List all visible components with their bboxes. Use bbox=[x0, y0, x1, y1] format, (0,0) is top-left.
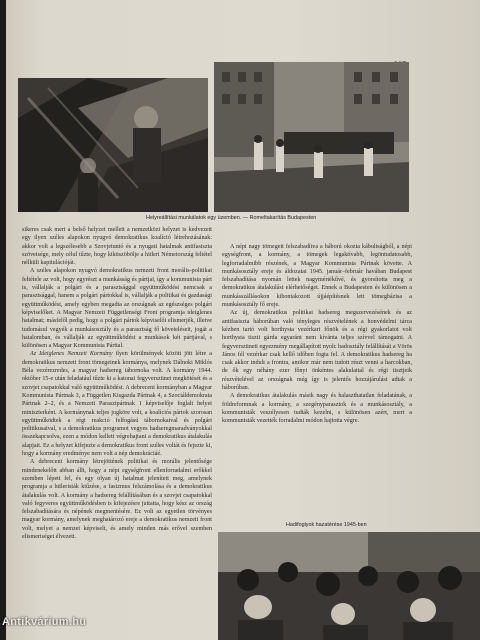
paragraph: A népi nagy tömegeit felszabadítva a háború okozta kábultságból, a népi egységfront, a kormány, a tömegek legaktívabb, legöntudatosabb, legforradalmibb részének, a Magyar Kommunista Pártnak követte. A munkásosztály ereje és áldozatai 1945. január–február havában Budapest felszabadítása nyomán lettek nagymértékűvé, és gyorsította meg a demokratikus átalakulást elérhetőséget. Ennek a Budapesten és különösen a munkásszállásokon kibontakozott újjáépítésnek lett tömegbázisa a munkásosztály fő ereje. bbox=[222, 244, 412, 309]
photo-budapest-rubble-clearing bbox=[214, 62, 409, 212]
left-text-column bbox=[22, 226, 212, 541]
caption-bottom-photo: Hadifoglyok hazatérése 1945-ben bbox=[286, 522, 367, 528]
right-text-column bbox=[222, 243, 412, 426]
paragraph bbox=[22, 350, 212, 458]
paragraph: A demokratikus átalakulás másik nagy és halaszthatatlan feladatának, a földreformnak a kormány, a szegényparasztok és a munkásosztály, a kommunisták veszélyesen tudták kezelni, s különösen azért, mert a kommunisták vezették forradalmi módon hajtotta végre. bbox=[222, 393, 412, 425]
paragraph: Az új, demokratikus politikai hadsereg megszervezésének és az antifasiszta háborúban való tényleges részvételének a honvédelmi tárca kézben tartó volt horthysta vezérkari főnök és a régi gyakorlatot volt horthysta tiszti gárda egyaránt nem kívánta teljes szívvel támogatni. A fegyverszüneti egyezmény megállapított nyolc hadosztály felállítását a Vörös János fél vezérkar csak kellő időben fogta fel. A demokratikus hadsereg ha csak akkor indult a frontra, amikor már nem tudott részt venni a harcokban, de ők egy néhány ezer főnyi önkéntes alakulattal és régi tisztjeik részvételével az országnak még így is jelentős hozzájárulást adtak a háborúban. bbox=[222, 310, 412, 392]
paragraph: sikeres csak mert a belső helyzet mellett a nemzetközi helyzet is kedvezett egy ilyen széles alapokon nyugvó demokratikus koalíció létrehozásának: akkor volt a legszélesebb a Szovjetunió és a nyugati hatalmak antifasiszta szövetsége, mely célul tűzte, hogy kiküszöbölje a hitleri Németország feltétel nélküli kapitulációját. bbox=[22, 227, 212, 267]
italic-subheading: Az Ideiglenes Nemzeti Kormány bbox=[30, 351, 113, 358]
photo-factory-reconstruction bbox=[18, 78, 208, 212]
paragraph-body: ilyen körülmények között jött létre a demokratikus nemzeti front tömegeinek kormánya, melynek Dálnoki Miklós Béla vezérezredes, a magyar hadsereg tábornoka volt. A kormány 1944. október 15-e után feladatául tűzte ki a katonai fegyverszünet megkötését és a szovjet csapatokkal való együttműködést. A debreceni kormányban a Magyar Kommunista Pártnak 3, a Független Kisgazda Pártnak 4, a Szociáldemokrata Pártnak 2–2, és a Nemzeti Parasztpártnak 1 képviselője foglalt helyet miniszterként. A kormánynak teljes jogköre volt, a koalíciós pártok szorosan együttműködtek a régi reakció felfogású tábornokaival és polgári politikusaival, s a demokratikus programot vegyes hadseregmaradványokkal összekapcsolva, ezen a módon kellett végrehajtani a demokratikus átalakulás alapjait. Ez a helyzet kifejezte a demokratikus front széles voltát és fejezte ki, hogy a kormány eredménye nem volt a nép demokráciáé. bbox=[22, 351, 212, 458]
watermark-logo: Antikvárium.hu bbox=[2, 616, 87, 628]
paragraph: A debreceni kormány létrejöttének politikai és morális jelentősége mindenekelőtt abban állt, hogy a népi egységfront ellenforradalmi erőkkel szemben lépett fel, és egy olyan új hatalmat jelenített meg, amelynek programja a hitleristák kiűzése, a fasizmus felszámolása és a demokratikus átalakulás volt. A kormány a hadsereg felállításában és a szovjet csapatokkal való fegyveres együttműködésben is kifejezésre juttatta, hogy kész az ország felszabadítására és népének megmentésére. Ez volt az egyetlen törvényes magyar kormány, amelynek meghatározó ereje a demokratikus nemzeti front volt, melyet a nemzet képviselt, és amely minden más erővel szemben elismertséget élvezett. bbox=[22, 459, 212, 540]
book-page bbox=[6, 0, 480, 640]
photo-prisoners-return bbox=[218, 532, 480, 640]
caption-top-photos: Helyreállítási munkálatok egy üzemben. — Romeltakarítás Budapesten bbox=[146, 215, 317, 221]
paragraph: A széles alapokon nyugvó demokratikus nemzeti front morális-politikai feltétele az volt, hogy egyrészt a munkásság és pártjai, így a kommunista párt is, vállalják a polgári és a parasztsággal együttműködést nemcsak a parasztsággal, hanem a polgári pártokkal is, vállalják a politikai és gazdasági együttműködést, amely egyben megadta az országnak az egészséges polgári képviselőket. A Magyar Nemzeti Függetlenségi Front programja ideiglenes hatalmat; másfelől pedig, hogy a polgári pártok képviselői elismerjék, illetve tudomásul vegyék a munkásosztály és a parasztság fő követeléseit, jogát a hatalomban, és vállalják az együttműködést a munkások két pártjával, s különösen a Magyar Kommunista Párttal. bbox=[22, 268, 212, 350]
